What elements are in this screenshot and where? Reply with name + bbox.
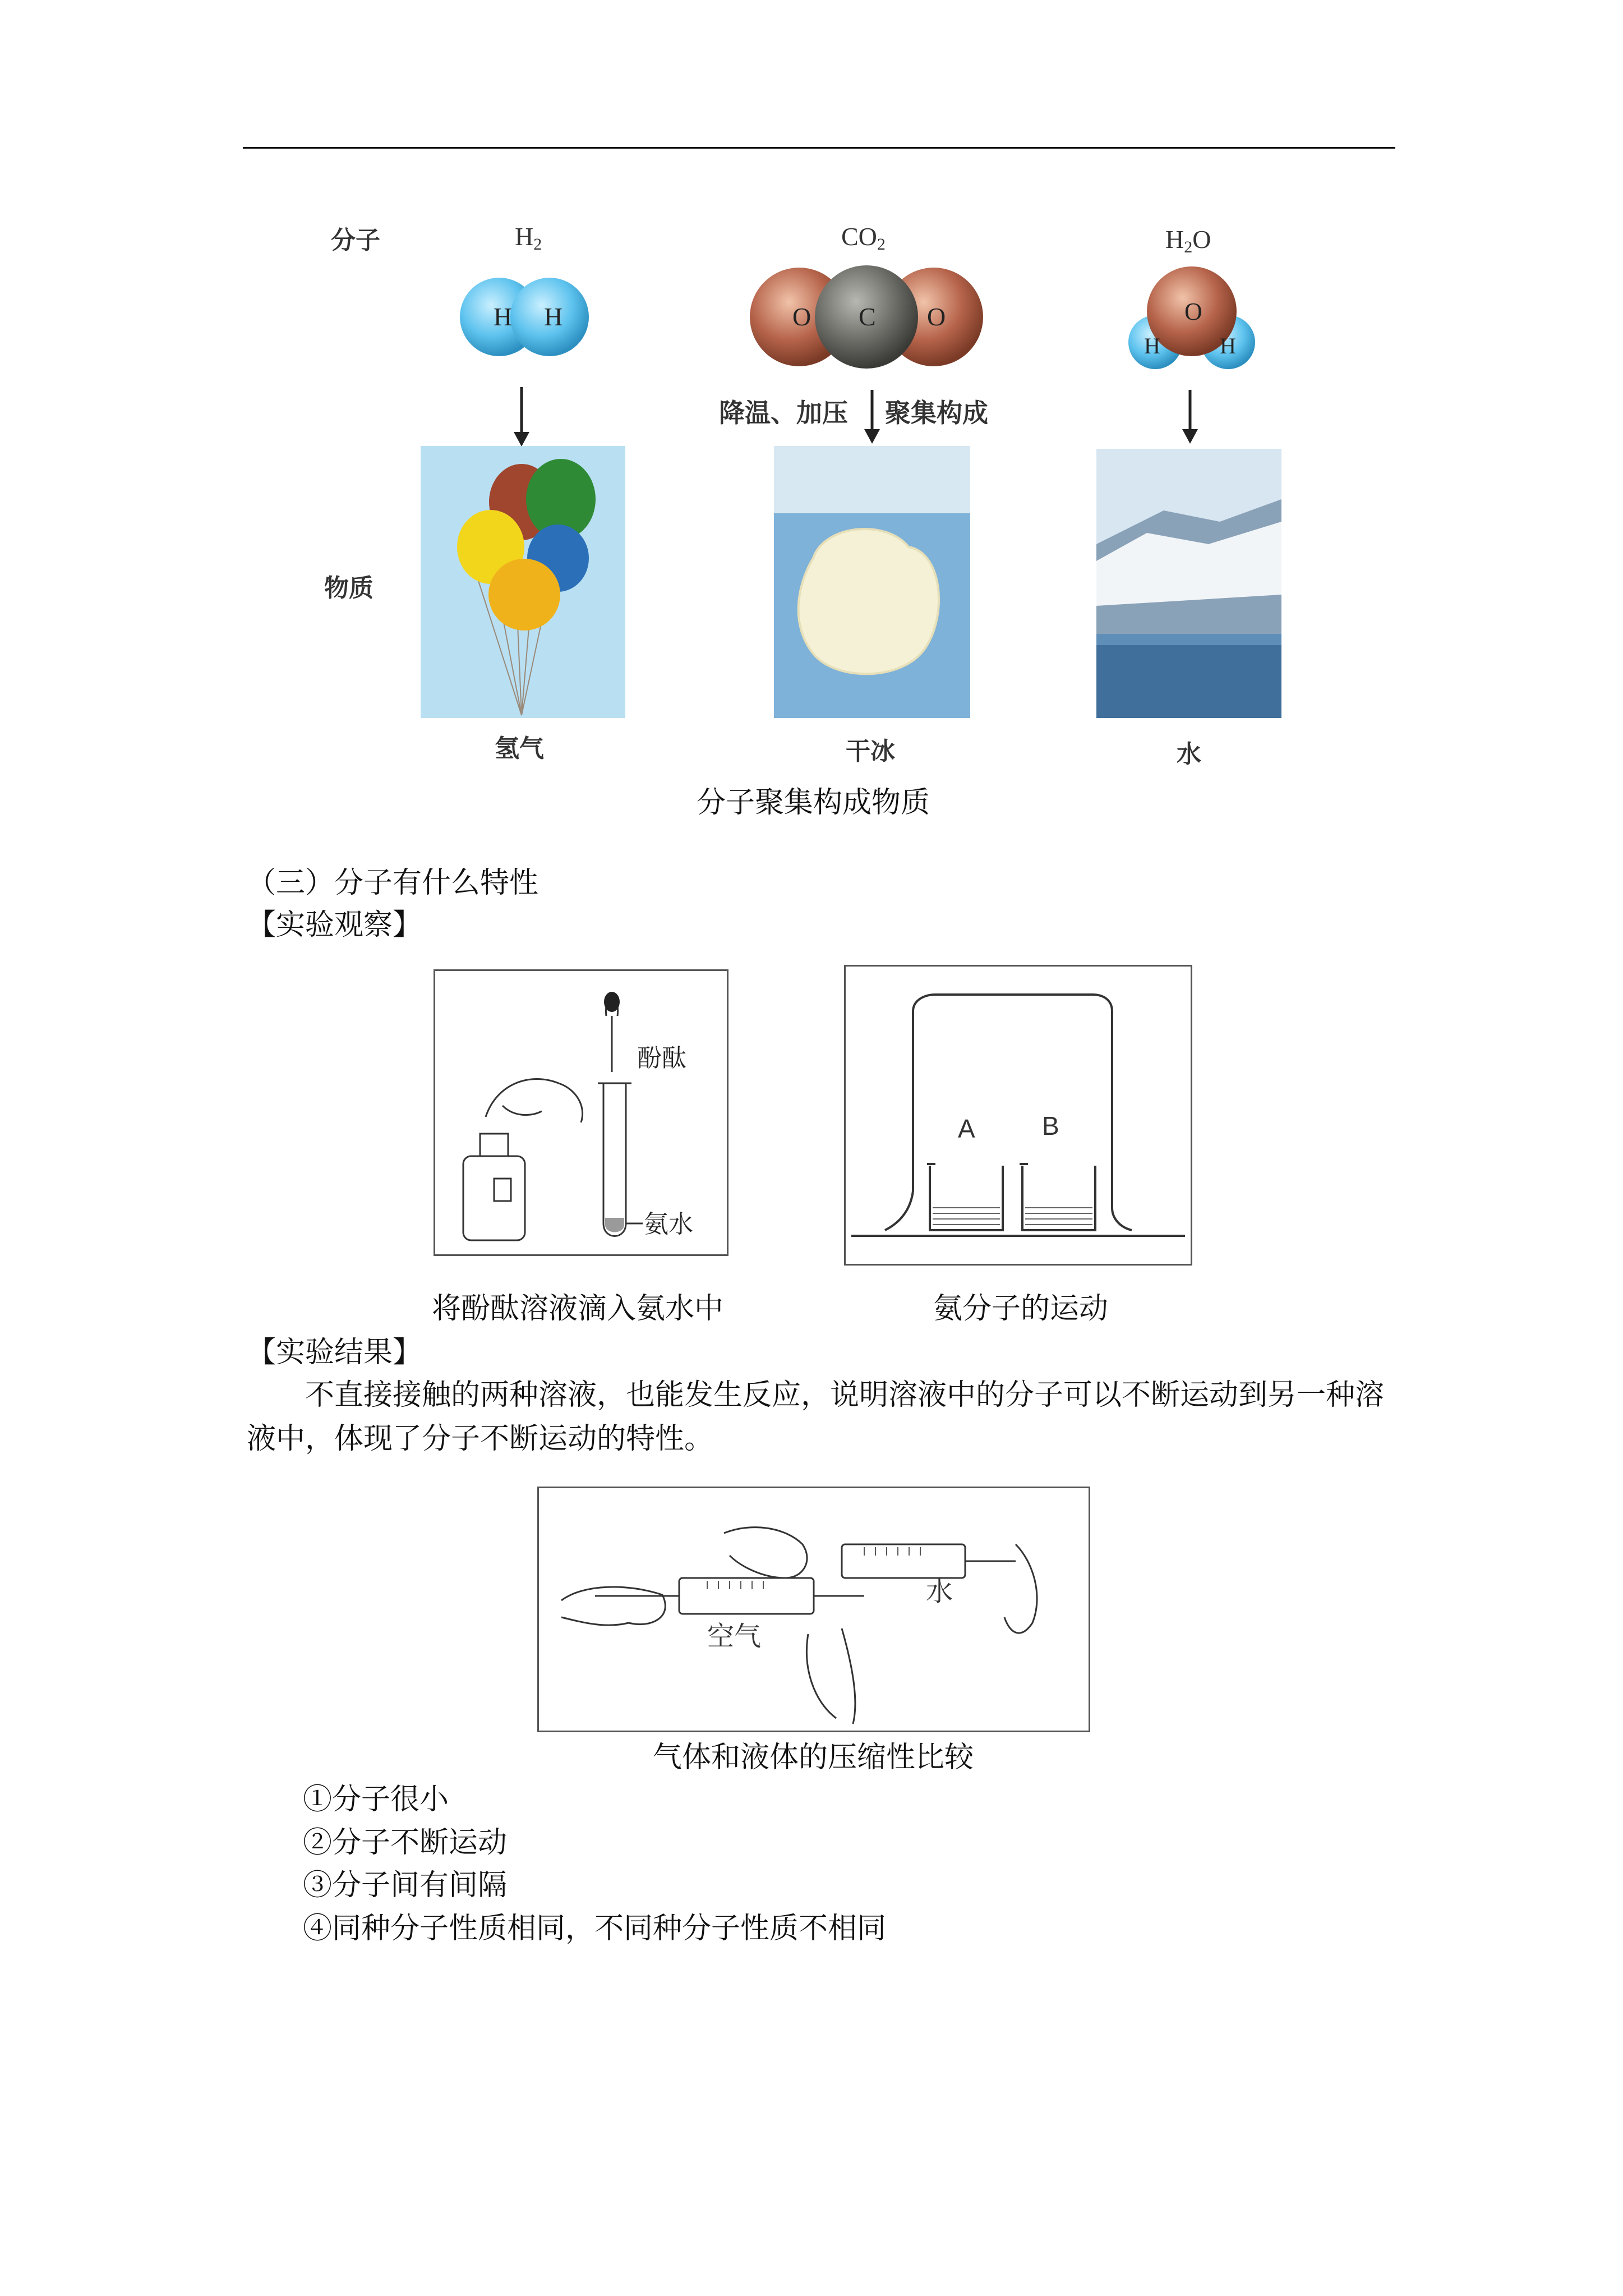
label-air: 空气 — [707, 1621, 762, 1652]
property-item: ①分子很小 — [303, 1783, 449, 1816]
formula-co2: $CO_2$ — [841, 222, 886, 254]
experiment-result-heading: 【实验结果】 — [247, 1336, 422, 1369]
down-arrow-icon — [1173, 390, 1207, 446]
dry-ice-photo — [774, 446, 970, 718]
substance-label-water: 水 — [1177, 740, 1201, 769]
label-water: 水 — [926, 1576, 953, 1607]
label-ammonia-water: 氨水 — [644, 1210, 693, 1239]
substance-label-hydrogen: 氢气 — [495, 734, 544, 763]
property-item: ②分子不断运动 — [303, 1826, 508, 1860]
figure2-caption-right: 氨分子的运动 — [933, 1292, 1108, 1326]
phenolphthalein-experiment-figure — [434, 969, 728, 1256]
formula-h2: $H_2$ — [515, 222, 542, 254]
atom-label: C — [859, 302, 876, 331]
atom-label: H — [494, 302, 513, 331]
arrow-note-left: 降温、加压 — [719, 398, 848, 428]
syringe-compression-figure — [537, 1487, 1090, 1732]
h2-molecule-model — [454, 269, 594, 365]
section-heading: （三）分子有什么特性 — [247, 866, 539, 900]
label-beaker-b: B — [1042, 1111, 1059, 1140]
down-arrow-icon — [855, 390, 889, 446]
atom-label: O — [792, 302, 811, 331]
down-arrow-icon — [505, 387, 538, 449]
experiment-result-text: 不直接接触的两种溶液，也能发生反应，说明溶液中的分子可以不断运动到另一种溶液中，体现了分子不断运动的特性。 — [247, 1378, 1385, 1456]
co2-molecule-model — [749, 264, 984, 370]
property-item: ③分子间有间隔 — [303, 1869, 508, 1902]
formula-h2o: $H_2O$ — [1165, 225, 1211, 256]
property-item: ④同种分子性质相同，不同种分子性质不相同 — [303, 1912, 887, 1945]
label-beaker-a: A — [958, 1114, 975, 1143]
ammonia-movement-figure — [844, 965, 1192, 1266]
h2o-molecule-model — [1127, 264, 1256, 376]
water-photo — [1096, 449, 1281, 718]
atom-label: O — [927, 302, 946, 331]
atom-label: H — [1220, 333, 1236, 358]
row-label-substance: 物质 — [324, 574, 374, 602]
substance-label-dry-ice: 干冰 — [846, 737, 895, 766]
balloons-photo — [421, 446, 625, 718]
header-rule — [243, 147, 1395, 149]
atom-label: H — [1144, 333, 1160, 358]
figure1-caption: 分子聚集构成物质 — [696, 786, 930, 820]
figure2-caption-left: 将酚酞溶液滴入氨水中 — [431, 1292, 723, 1326]
experiment-observe-heading: 【实验观察】 — [247, 908, 422, 942]
row-label-molecule: 分子 — [331, 226, 380, 255]
atom-label: O — [1184, 298, 1202, 325]
figure3-caption: 气体和液体的压缩性比较 — [652, 1741, 974, 1774]
atom-label: H — [544, 302, 563, 331]
arrow-note-right: 聚集构成 — [885, 398, 988, 428]
label-phenolphthalein: 酚酞 — [637, 1044, 686, 1073]
